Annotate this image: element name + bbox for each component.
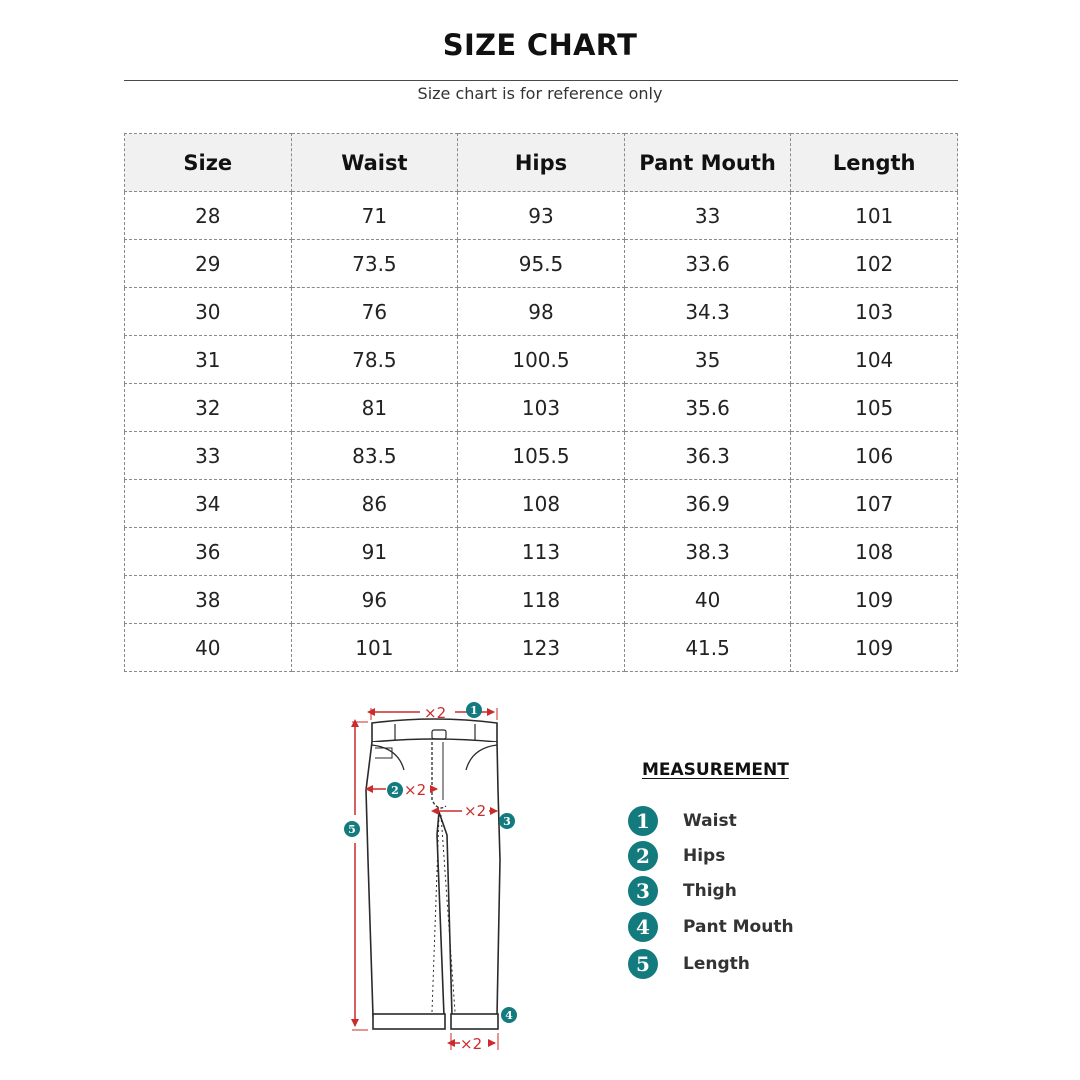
svg-text:4: 4 [505, 1009, 513, 1022]
table-cell: 105.5 [458, 432, 625, 480]
table-cell: 108 [791, 528, 958, 576]
table-cell: 98 [458, 288, 625, 336]
table-row [125, 288, 958, 336]
pants-outline [366, 719, 500, 1029]
pant-mouth-multiplier-label: ×2 [460, 1035, 483, 1053]
table-cell: 38.3 [624, 528, 791, 576]
table-row [125, 528, 958, 576]
number-2-icon: 2 [628, 841, 658, 871]
table-cell: 93 [458, 192, 625, 240]
table-cell: 95.5 [458, 240, 625, 288]
table-cell: 29 [125, 240, 292, 288]
diagram-marker-2 [387, 782, 403, 798]
column-header: Pant Mouth [624, 134, 791, 192]
table-cell: 35.6 [624, 384, 791, 432]
diagram-marker-3 [499, 813, 515, 829]
table-cell: 38 [125, 576, 292, 624]
legend-item-hips [628, 841, 725, 871]
table-cell: 33 [624, 192, 791, 240]
table-row [125, 624, 958, 672]
legend-item-pant-mouth [628, 912, 794, 942]
diagram-marker-1 [466, 702, 482, 718]
column-header: Length [791, 134, 958, 192]
legend-item-waist [628, 806, 737, 836]
table-cell: 31 [125, 336, 292, 384]
table-cell: 73.5 [291, 240, 458, 288]
title-divider [124, 80, 958, 81]
table-cell: 28 [125, 192, 292, 240]
table-cell: 100.5 [458, 336, 625, 384]
table-row [125, 576, 958, 624]
table-cell: 103 [458, 384, 625, 432]
table-cell: 33.6 [624, 240, 791, 288]
table-cell: 81 [291, 384, 458, 432]
table-cell: 30 [125, 288, 292, 336]
table-cell: 103 [791, 288, 958, 336]
table-cell: 101 [291, 624, 458, 672]
svg-text:5: 5 [348, 823, 356, 836]
legend-item-length [628, 949, 750, 979]
table-cell: 32 [125, 384, 292, 432]
svg-text:2: 2 [391, 784, 399, 797]
thigh-multiplier-label: ×2 [464, 802, 487, 820]
table-cell: 105 [791, 384, 958, 432]
measurement-legend-title: MEASUREMENT [642, 760, 789, 780]
table-header-row [125, 134, 958, 192]
legend-label: Waist [683, 811, 737, 831]
table-row [125, 384, 958, 432]
table-cell: 36 [125, 528, 292, 576]
diagram-marker-4 [501, 1007, 517, 1023]
number-5-icon: 5 [628, 949, 658, 979]
waist-multiplier-label: ×2 [424, 704, 447, 722]
legend-label: Thigh [683, 881, 737, 901]
table-cell: 33 [125, 432, 292, 480]
number-1-icon: 1 [628, 806, 658, 836]
table-row [125, 192, 958, 240]
number-3-icon: 3 [628, 876, 658, 906]
table-cell: 106 [791, 432, 958, 480]
number-4-icon: 4 [628, 912, 658, 942]
table-cell: 36.9 [624, 480, 791, 528]
table-cell: 104 [791, 336, 958, 384]
table-cell: 108 [458, 480, 625, 528]
table-cell: 71 [291, 192, 458, 240]
column-header: Size [125, 134, 292, 192]
page-subtitle: Size chart is for reference only [417, 84, 663, 103]
table-cell: 34 [125, 480, 292, 528]
column-header: Hips [458, 134, 625, 192]
size-table [124, 133, 958, 672]
table-cell: 41.5 [624, 624, 791, 672]
table-cell: 40 [624, 576, 791, 624]
diagram-marker-5 [344, 821, 360, 837]
table-cell: 109 [791, 576, 958, 624]
table-row [125, 240, 958, 288]
legend-item-thigh [628, 876, 737, 906]
table-row [125, 432, 958, 480]
table-cell: 86 [291, 480, 458, 528]
table-cell: 40 [125, 624, 292, 672]
table-cell: 123 [458, 624, 625, 672]
table-cell: 101 [791, 192, 958, 240]
legend-label: Length [683, 954, 750, 974]
table-cell: 76 [291, 288, 458, 336]
table-cell: 83.5 [291, 432, 458, 480]
svg-text:3: 3 [503, 815, 511, 828]
column-header: Waist [291, 134, 458, 192]
table-row [125, 336, 958, 384]
hips-multiplier-label: ×2 [404, 781, 427, 799]
svg-text:1: 1 [470, 704, 478, 717]
table-cell: 36.3 [624, 432, 791, 480]
table-cell: 113 [458, 528, 625, 576]
table-cell: 91 [291, 528, 458, 576]
table-row [125, 480, 958, 528]
table-cell: 109 [791, 624, 958, 672]
page-title: SIZE CHART [442, 28, 638, 62]
table-cell: 102 [791, 240, 958, 288]
legend-label: Hips [683, 846, 726, 866]
table-cell: 34.3 [624, 288, 791, 336]
legend-label: Pant Mouth [683, 917, 794, 937]
table-cell: 35 [624, 336, 791, 384]
pants-measurement-diagram [330, 690, 530, 1070]
table-cell: 107 [791, 480, 958, 528]
table-cell: 78.5 [291, 336, 458, 384]
table-cell: 96 [291, 576, 458, 624]
table-cell: 118 [458, 576, 625, 624]
